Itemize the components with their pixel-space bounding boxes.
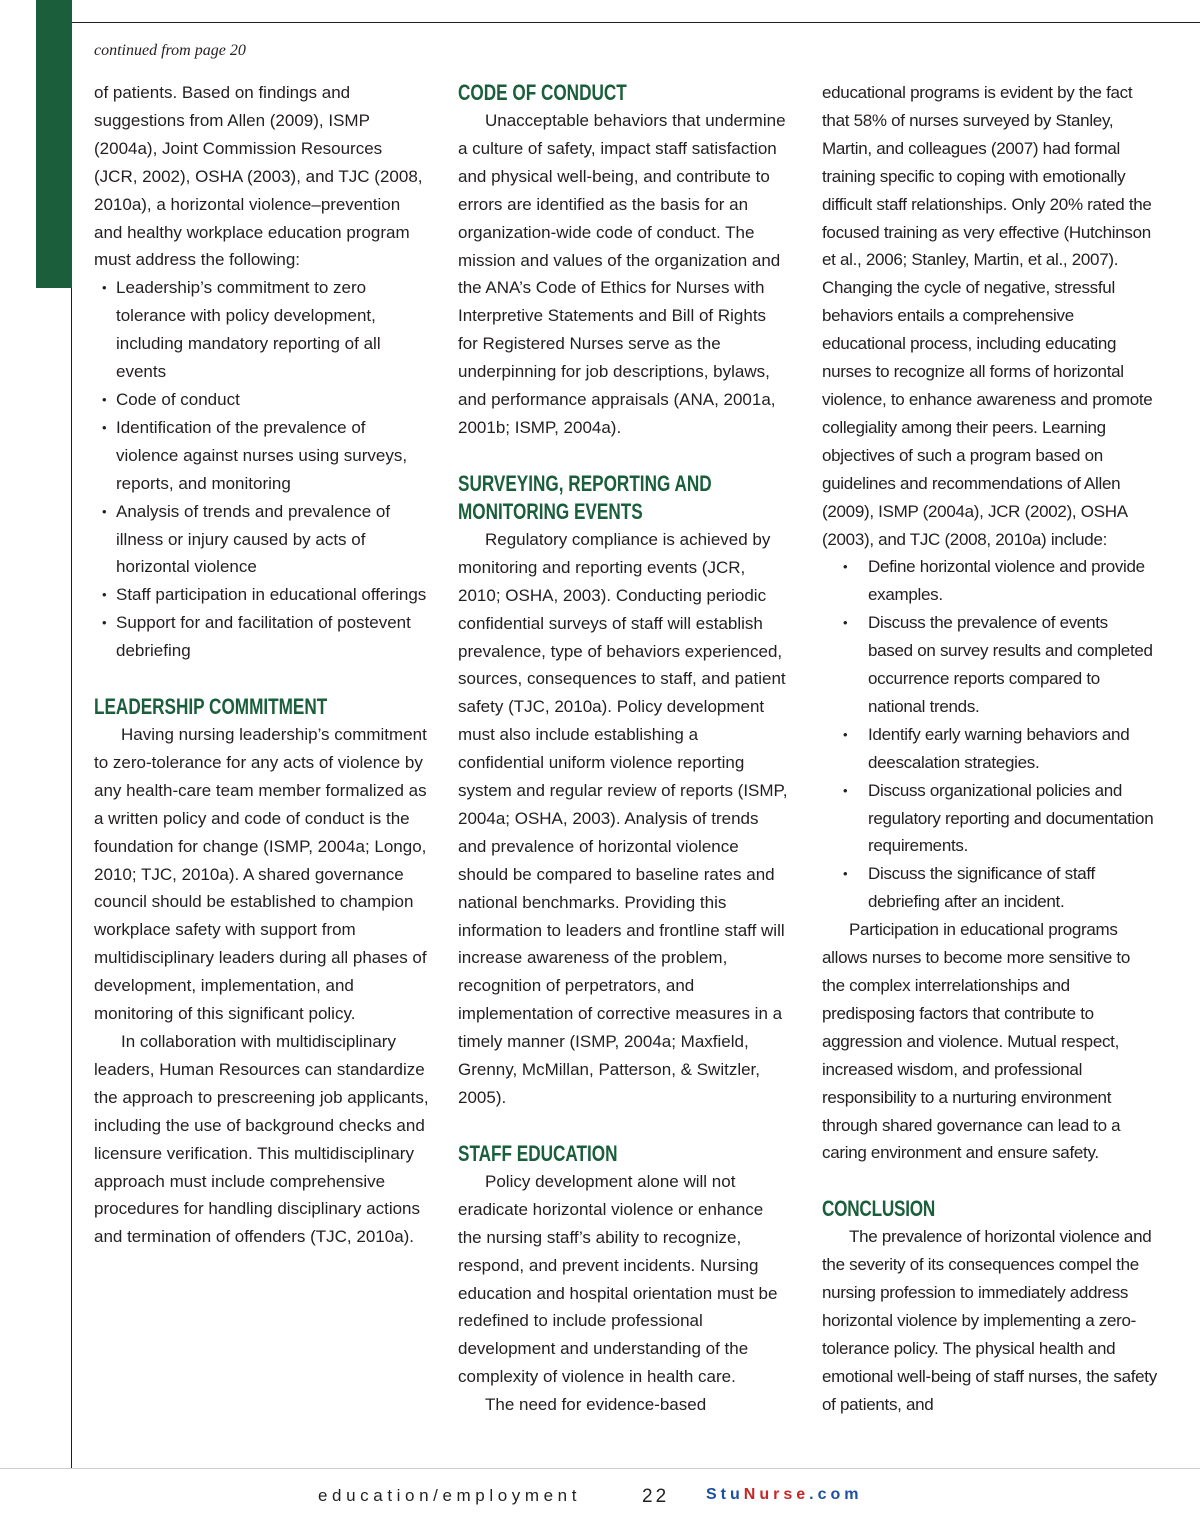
brand-stu: Stu <box>706 1486 744 1503</box>
learning-objectives-list <box>822 553 1157 916</box>
education-paragraph-2: The need for evidence-based <box>485 1395 707 1415</box>
column-3 <box>822 79 1157 1419</box>
conduct-paragraph: Unacceptable behaviors that undermine a culture of safety, impact staff satisfaction and physical well-being, and contribute to errors are identified as the basis for an organization-wide code of conduct. The mission and values of the organization and the ANA’s Code of Ethics for Nurses with Interpretive Statements and Bill of Rights for Registered Nurses serve as the underpinning for job descriptions, bylaws, and performance appraisals (ANA, 2001a, 2001b; ISMP, 2004a). <box>458 111 786 437</box>
column-1 <box>94 79 429 1251</box>
participation-paragraph: Participation in educational programs allows nurses to become more sensitive to the complex interrelationships and predisposing factors that contribute to aggression and violence. Mutual respect, increased wisdom, and professional responsibility to a nurturing environment through shared governance can lead to a caring environment and ensure safety. <box>822 920 1131 1163</box>
conclusion-paragraph: The prevalence of horizontal violence and the severity of its consequences compel the nursing profession to immediately address horizontal violence by implementing a zero-tolerance policy. The physical health and emotional well-being of staff nurses, the safety of patients, and <box>822 1227 1157 1414</box>
list-item: • Staff participation in educational offerings <box>94 581 429 609</box>
list-item: • Discuss the significance of staff debriefing after an incident. <box>822 860 1157 916</box>
heading-code-of-conduct: CODE OF CONDUCT <box>458 80 627 105</box>
list-item: • Define horizontal violence and provide examples. <box>822 553 1157 609</box>
bottom-rule <box>0 1468 1200 1469</box>
list-item: • Identification of the prevalence of violence against nurses using surveys, reports, and monitoring <box>94 414 429 498</box>
column-2 <box>458 79 788 1419</box>
brand-nurse: Nurse <box>743 1486 810 1503</box>
heading-line: SURVEYING, REPORTING AND <box>458 470 712 496</box>
program-requirements-list <box>94 274 429 665</box>
leadership-paragraph-2: In collaboration with multidisciplinary leaders, Human Resources can standardize the approach to prescreening job applicants, including the use of background checks and licensure verification. This multidisciplinary approach must include comprehensive procedures for handling disciplinary actions and termination of offenders (TJC, 2010a). <box>94 1032 429 1247</box>
brand-link[interactable] <box>706 1486 862 1504</box>
brand-com: .com <box>809 1486 863 1503</box>
continuation-paragraph: educational programs is evident by the fact that 58% of nurses surveyed by Stanley, Martin, and colleagues (2007) had formal training specific to coping with emotionally difficult staff relationships. Only 20% rated the focused training as very effective (Hutchinson et al., 2006; Stanley, Martin, et al., 2007). Changing the cycle of negative, stressful behaviors entails a comprehensive educational process, including educating nurses to recognize all forms of horizontal violence, to enhance awareness and promote collegiality among their peers. Learning objectives of such a program based on guidelines and recommendations of Allen (2009), ISMP (2004a), JCR (2002), OSHA (2003), and TJC (2008, 2010a) include: <box>822 83 1153 549</box>
heading-conclusion: CONCLUSION <box>822 1196 936 1222</box>
list-item: • Support for and facilitation of postevent debriefing <box>94 609 429 665</box>
list-item: • Leadership’s commitment to zero tolerance with policy development, including mandatory reporting of all events <box>94 274 429 386</box>
page-footer <box>0 1486 1200 1510</box>
heading-leadership-commitment: LEADERSHIP COMMITMENT <box>94 694 328 720</box>
list-item: • Discuss the prevalence of events based on survey results and completed occurrence reports compared to national trends. <box>822 609 1157 721</box>
list-item: • Code of conduct <box>94 386 429 414</box>
page-number: 22 <box>642 1486 670 1507</box>
leadership-paragraph-1: Having nursing leadership’s commitment to zero-tolerance for any acts of violence by any health-care team member formalized as a written policy and code of conduct is the foundation for change (ISMP, 2004a; Longo, 2010; TJC, 2010a). A shared governance council should be established to champion workplace safety with support from multidisciplinary leaders during all phases of development, implementation, and monitoring of this significant policy. <box>94 725 427 1024</box>
heading-surveying-reporting <box>458 470 715 526</box>
footer-section-label: education/employment <box>318 1486 582 1505</box>
survey-paragraph: Regulatory compliance is achieved by monitoring and reporting events (JCR, 2010; OSHA, 2003). Conducting periodic confidential surveys of staff will establish prevalence, type of behaviors experienced, sources, consequences to staff, and patient safety (TJC, 2010a). Policy development must also include establishing a confidential uniform violence reporting system and regular review of reports (ISMP, 2004a; OSHA, 2003). Analysis of trends and prevalence of horizontal violence should be compared to baseline rates and national benchmarks. Providing this information to leaders and frontline staff will increase awareness of the problem, recognition of perpetrators, and implementation of corrective measures in a timely manner (ISMP, 2004a; Maxfield, Grenny, McMillan, Patterson, & Switzler, 2005). <box>458 529 788 1107</box>
list-item: • Analysis of trends and prevalence of illness or injury caused by acts of horizontal violence <box>94 498 429 582</box>
continued-note: continued from page 20 <box>94 42 246 59</box>
accent-bar <box>36 0 72 288</box>
heading-line: MONITORING EVENTS <box>458 498 643 524</box>
education-paragraph-1: Policy development alone will not eradicate horizontal violence or enhance the nursing staff’s ability to recognize, respond, and prevent incidents. Nursing education and hospital orientation must be redefined to include professional development and understanding of the complexity of violence in health care. <box>458 1171 778 1387</box>
list-item: • Discuss organizational policies and regulatory reporting and documentation requirements. <box>822 777 1157 861</box>
list-item: • Identify early warning behaviors and deescalation strategies. <box>822 721 1157 777</box>
top-rule <box>72 22 1200 23</box>
heading-staff-education: STAFF EDUCATION <box>458 1140 618 1166</box>
left-rule <box>71 288 72 1468</box>
intro-paragraph: of patients. Based on findings and suggestions from Allen (2009), ISMP (2004a), Joint Commission Resources (JCR, 2002), OSHA (2003), and TJC (2008, 2010a), a horizontal violence–prevention and healthy workplace education program must address the following: <box>94 83 423 270</box>
